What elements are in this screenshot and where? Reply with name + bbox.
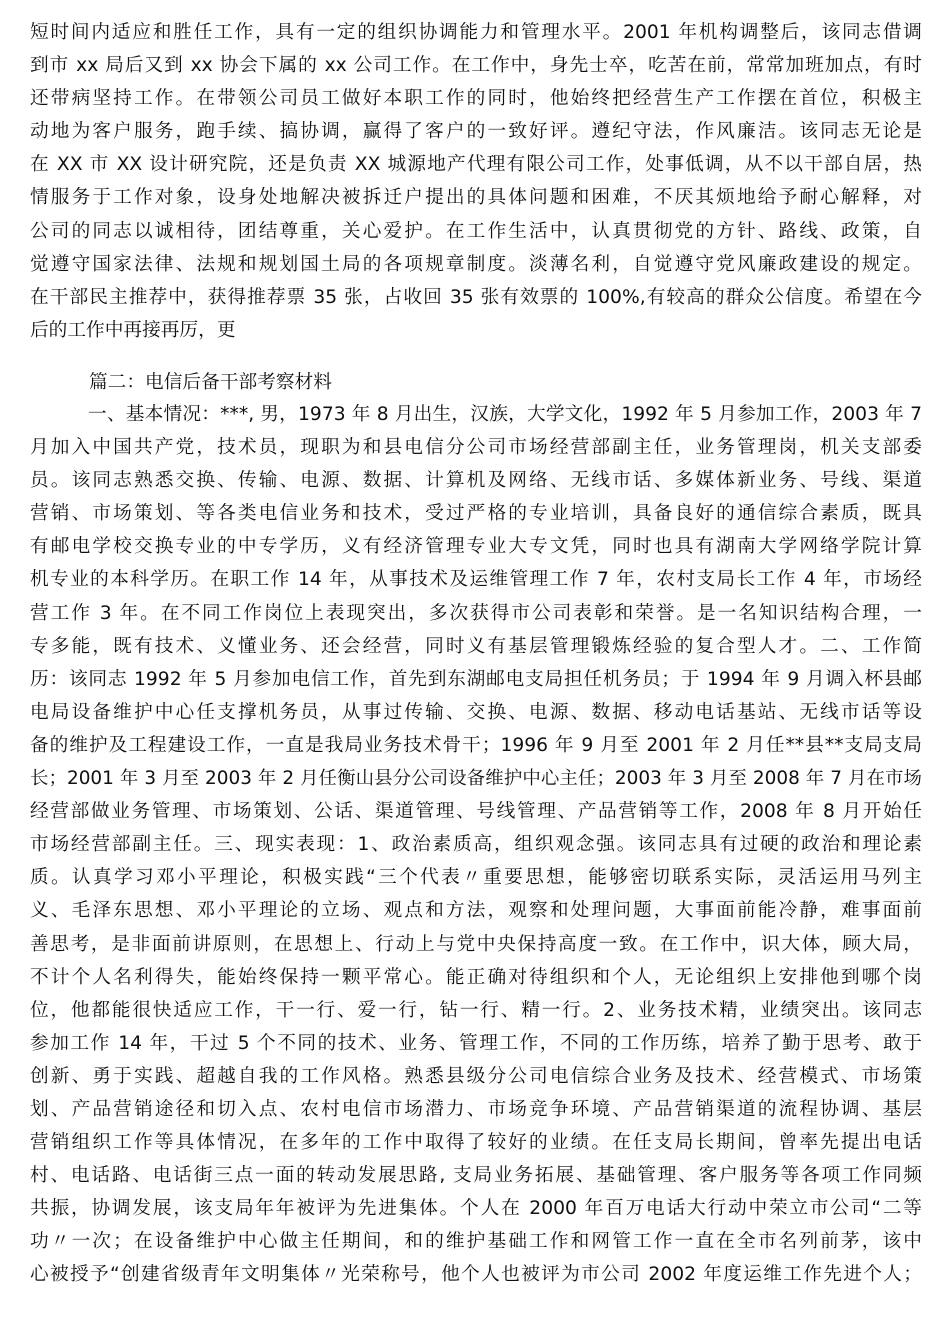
text-line: 心被授予“创建省级青年文明集体〃光荣称号，他个人也被评为市公司 2002 年度运维工作先进个人；: [30, 1264, 922, 1286]
text-line: 机专业的本科学历。在职工作 14 年，从事技术及运维管理工作 7 年，农村支局长工作 4 年，市场经: [30, 569, 922, 591]
text-line: 后的工作中再接再厉，更: [30, 319, 236, 341]
text-line: 公司的同志以诚相待，团结尊重，关心爱护。在工作生活中，认真贯彻党的方针、路线、政策，自: [30, 220, 922, 242]
text-line: 觉遵守国家法律、法规和规划国土局的各项规章制度。淡薄名利，自觉遵守党风廉政建设的规定。: [30, 253, 922, 275]
text-line: 创新、勇于实践、超越自我的工作风格。熟悉县级分公司电信综合业务及技术、经营模式、市场策: [30, 1065, 922, 1087]
text-line: 村、电话路、电话街三点一面的转动发展思路, 支局业务拓展、基础管理、客户服务等各项工作同频: [30, 1165, 922, 1187]
text-line: 月加入中国共产党，技术员，现职为和县电信分公司市场经营部副主任，业务管理岗，机关支部委: [30, 437, 922, 459]
text-line: 营销、市场策划、等各类电信业务和技术，受过严格的专业培训，具备良好的通信综合素质，既具: [30, 503, 922, 525]
text-line: 到市 xx 局后又到 xx 协会下属的 xx 公司工作。在工作中，身先士卒，吃苦在前，常常加班加点，有时: [30, 55, 922, 77]
text-line: 一、基本情况：***, 男，1973 年 8 月出生，汉族，大学文化，1992 年 5 月参加工作，2003 年 7: [88, 404, 922, 425]
text-line: 经营部做业务管理、市场策划、公话、渠道管理、号线管理、产品营销等工作，2008 年 8 月开始任: [30, 801, 922, 823]
text-line: 参加工作 14 年，干过 5 个不同的技术、业务、管理工作，不同的工作历练，培养了勤于思考、敢于: [30, 1032, 922, 1054]
text-line: 在干部民主推荐中，获得推荐票 35 张，占收回 35 张有效票的 100%,有较高的群众公信度。希望在今: [30, 286, 922, 308]
text-line: 质。认真学习邓小平理论，积极实践“三个代表〃重要思想，能够密切联系实际，灵活运用马列主: [30, 867, 922, 889]
text-line: 在 XX 市 XX 设计研究院，还是负责 XX 城源地产代理有限公司工作，处事低调，从不以干部自居，热: [30, 154, 922, 176]
text-line: 营销组织工作等具体情况，在多年的工作中取得了较好的业绩。在任支局长期间，曾率先提出电话: [30, 1132, 922, 1154]
text-line: 历：该同志 1992 年 5 月参加电信工作，首先到东湖邮电支局担任机务员；于 1994 年 9 月调入杯县邮: [30, 668, 922, 690]
text-line: 市场经营部副主任。三、现实表现：1、政治素质高，组织观念强。该同志具有过硬的政治和理论素: [30, 834, 922, 856]
text-line: 长；2001 年 3 月至 2003 年 2 月任衡山县分公司设备维护中心主任；2003 年 3 月至 2008 年 7 月在市场: [30, 768, 922, 790]
text-line: 划、产品营销途径和切入点、农村电信市场潜力、市场竞争环境、产品营销渠道的流程协调、基层: [30, 1098, 922, 1120]
text-line: 义、毛泽东思想、邓小平理论的立场、观点和方法，观察和处理问题，大事面前能冷静，难事面前: [30, 900, 922, 922]
text-line: 动地为客户服务，跑手续、搞协调，赢得了客户的一致好评。遵纪守法，作风廉洁。该同志无论是: [30, 121, 922, 143]
paragraph-candidate-evaluation: [30, 16, 922, 347]
text-line: 备的维护及工程建设工作，一直是我局业务技术骨干；1996 年 9 月至 2001 年 2 月任**县**支局支局: [30, 734, 922, 756]
text-line: 情服务于工作对象，设身处地解决被拆迁户提出的具体问题和困难，不厌其烦地给予耐心解释，对: [30, 187, 922, 209]
text-line: 还带病坚持工作。在带领公司员工做好本职工作的同时，他始终把经营生产工作摆在首位，积极主: [30, 88, 922, 110]
text-line: 不计个人名利得失，能始终保持一颗平常心。能正确对待组织和个人，无论组织上安排他到哪个岗: [30, 966, 922, 988]
text-line: 营工作 3 年。在不同工作岗位上表现突出，多次获得市公司表彰和荣誉。是一名知识结构合理，一: [30, 602, 922, 624]
text-line: 专多能，既有技术、义懂业务、还会经营，同时义有基层管理锻炼经验的复合型人才。二、工作简: [30, 635, 922, 657]
section-heading: 篇二：电信后备干部考察材料: [89, 372, 332, 393]
text-line: 有邮电学校交换专业的中专学历，义有经济管理专业大专文凭，同时也具有湖南大学网络学院计算: [30, 536, 922, 558]
text-line: 共振，协调发展，该支局年年被评为先进集体。个人在 2000 年百万电话大行动中荣立市公司“二等: [30, 1198, 922, 1220]
text-line: 功〃一次；在设备维护中心做主任期间，和的维护基础工作和网管工作一直在全市名列前茅，该中: [30, 1231, 922, 1253]
text-line: 电局设备维护中心任支撑机务员，从事过传输、交换、电源、数据、移动电话基站、无线市话等设: [30, 701, 922, 723]
text-line: 善思考，是非面前讲原则，在思想上、行动上与党中央保持高度一致。在工作中，识大体，顾大局，: [30, 933, 922, 955]
paragraph-telecom-cadre-material: [30, 398, 922, 1292]
text-line: 员。该同志熟悉交换、传输、电源、数据、计算机及网络、无线市话、多媒体新业务、号线、渠道: [30, 470, 922, 492]
text-line: 位，他都能很快适应工作，干一行、爱一行，钻一行、精一行。2、业务技术精，业绩突出。该同志: [30, 999, 922, 1021]
text-line: 短时间内适应和胜任工作，具有一定的组织协调能力和管理水平。2001 年机构调整后，该同志借调: [30, 22, 922, 43]
